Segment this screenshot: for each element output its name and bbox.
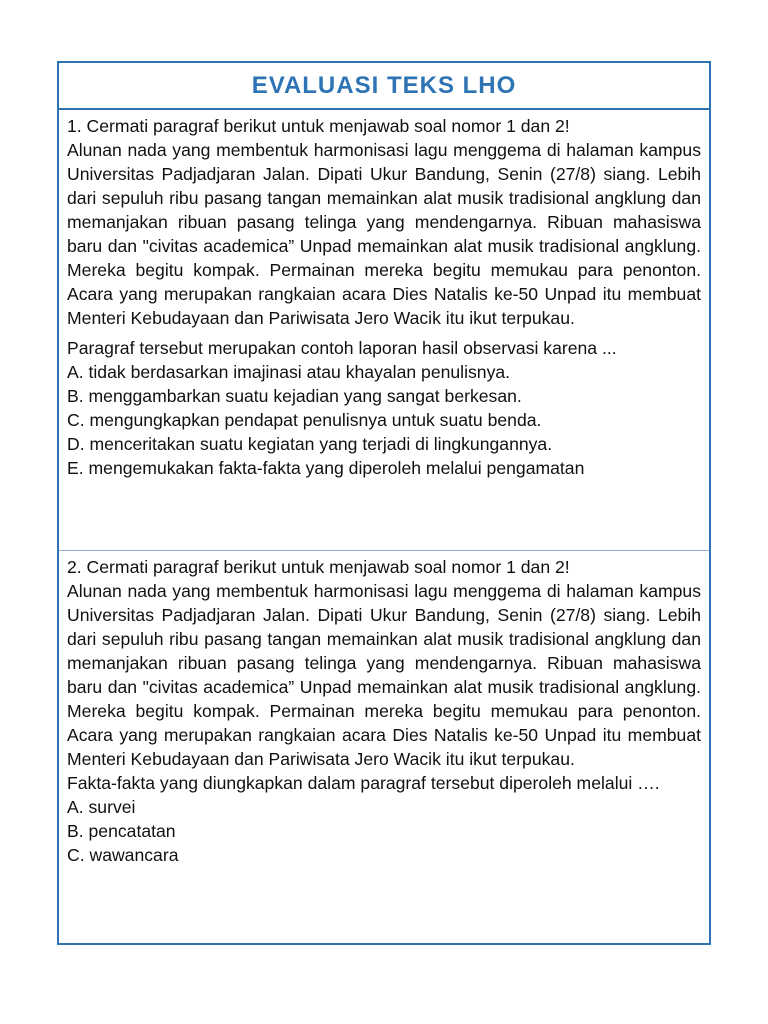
evaluation-sheet [57,61,711,945]
question-2-heading: 2. Cermati paragraf berikut untuk menjawab soal nomor 1 dan 2! [67,557,570,577]
question-2-prompt: Fakta-fakta yang diungkapkan dalam paragraf tersebut diperoleh melalui …. [67,773,660,793]
question-1 [59,110,709,551]
question-1-prompt: Paragraf tersebut merupakan contoh laporan hasil observasi karena ... [67,338,617,358]
question-1-option-e: E. mengemukakan fakta-fakta yang diperoleh melalui pengamatan [67,458,585,478]
question-2-option-c: C. wawancara [67,845,179,865]
question-1-passage: Alunan nada yang membentuk harmonisasi lagu menggema di halaman kampus Universitas Padjadjaran Jalan. Dipati Ukur Bandung, Senin (27/8) siang. Lebih dari sepuluh ribu pasang tangan memainkan alat musik tradisional angklung dan memanjakan ribuan pasang telinga yang mendengarnya. Ribuan mahasiswa baru dan "civitas academica” Unpad memainkan alat musik tradisional angklung. Mereka begitu kompak. Permainan mereka begitu memukau para penonton. Acara yang merupakan rangkaian acara Dies Natalis ke-50 Unpad itu membuat Menteri Kebudayaan dan Pariwisata Jero Wacik itu ikut terpukau. [67,140,701,328]
question-2-option-b: B. pencatatan [67,821,176,841]
question-2-option-a: A. survei [67,797,136,817]
question-1-option-c: C. mengungkapkan pendapat penulisnya untuk suatu benda. [67,410,542,430]
question-2 [59,551,709,867]
question-1-options [67,360,701,480]
question-1-option-a: A. tidak berdasarkan imajinasi atau khayalan penulisnya. [67,362,511,382]
question-1-option-d: D. menceritakan suatu kegiatan yang terjadi di lingkungannya. [67,434,553,454]
question-1-heading: 1. Cermati paragraf berikut untuk menjawab soal nomor 1 dan 2! [67,116,570,136]
page-title: EVALUASI TEKS LHO [251,71,517,99]
title-row [59,63,709,110]
question-2-options [67,795,701,867]
question-1-option-b: B. menggambarkan suatu kejadian yang sangat berkesan. [67,386,522,406]
question-2-passage: Alunan nada yang membentuk harmonisasi lagu menggema di halaman kampus Universitas Padjadjaran Jalan. Dipati Ukur Bandung, Senin (27/8) siang. Lebih dari sepuluh ribu pasang tangan memainkan alat musik tradisional angklung dan memanjakan ribuan pasang telinga yang mendengarnya. Ribuan mahasiswa baru dan "civitas academica” Unpad memainkan alat musik tradisional angklung. Mereka begitu kompak. Permainan mereka begitu memukau para penonton. Acara yang merupakan rangkaian acara Dies Natalis ke-50 Unpad itu membuat Menteri Kebudayaan dan Pariwisata Jero Wacik itu ikut terpukau. [67,581,701,769]
